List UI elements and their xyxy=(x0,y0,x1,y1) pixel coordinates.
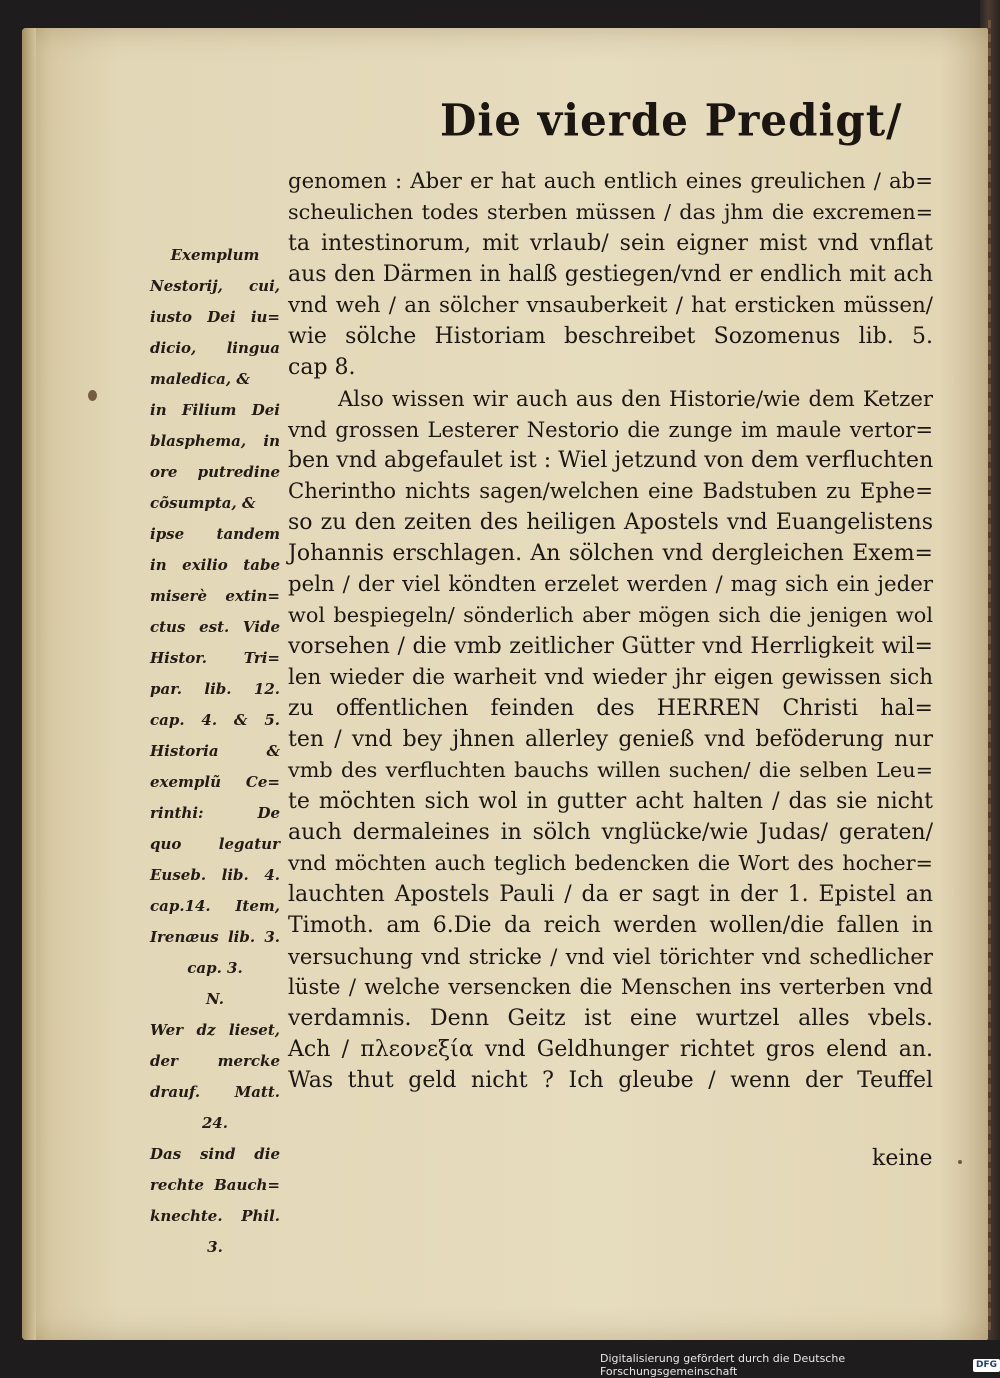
marginal-line: miserè extin= xyxy=(150,587,280,605)
text-line: Was thut geld nicht ? Ich gleube / wenn der Teuffel xyxy=(288,1068,933,1093)
marginal-line: quo legatur xyxy=(150,835,280,853)
text-line: Timoth. am 6.Die da reich werden wollen/die fallen in xyxy=(288,913,933,938)
main-text-block xyxy=(288,166,933,1096)
marginal-line: 3. xyxy=(207,1238,223,1256)
text-line: Also wissen wir auch aus den Historie/wie dem Ketzer xyxy=(338,386,933,411)
marginal-line: Irenæus lib. 3. xyxy=(150,928,280,946)
text-line: lauchten Apostels Pauli / da er sagt in der 1. Epistel an xyxy=(288,882,933,907)
running-header: Die vierde Predigt/ xyxy=(440,94,903,147)
text-line: auch dermaleines in sölch vnglücke/wie Judas/ geraten/ xyxy=(288,820,933,845)
marginal-line: cõsumpta, & xyxy=(150,494,256,512)
text-line: versuchung vnd stricke / vnd viel törichter vnd schedlicher xyxy=(288,944,933,969)
marginal-line: ore putredine xyxy=(150,463,280,481)
text-line: scheulichen todes sterben müssen / das jhm die excremen= xyxy=(288,200,933,224)
marginal-line: in Filium Dei xyxy=(150,401,280,419)
text-line: zu offentlichen feinden des HERREN Christi hal= xyxy=(288,696,933,721)
marginal-line: cap.14. Item, xyxy=(150,897,280,915)
marginal-line: in exilio tabe xyxy=(150,556,280,574)
marginal-line: Wer dz lieset, xyxy=(150,1021,280,1039)
text-line: genomen : Aber er hat auch entlich eines greulichen / ab= xyxy=(288,169,933,194)
marginal-line: ctus est. Vide xyxy=(150,618,280,636)
marginal-line: dicio, lingua xyxy=(150,339,280,357)
text-line: Cherintho nichts sagen/welchen eine Badstuben zu Ephe= xyxy=(288,479,933,504)
marginal-line: exemplũ Ce= xyxy=(150,773,280,791)
marginal-line: Histor. Tri= xyxy=(150,649,280,667)
text-line: ben vnd abgefaulet ist : Wiel jetzund von dem verfluchten xyxy=(288,448,934,473)
text-line: ta intestinorum, mit vrlaub/ sein eigner mist vnd vnflat xyxy=(288,231,933,256)
text-line: aus den Därmen in halß gestiegen/vnd er endlich mit ach xyxy=(288,262,933,287)
text-line: cap 8. xyxy=(288,355,356,380)
text-line: len wieder die warheit vnd wieder jhr eigen gewissen sich xyxy=(288,665,933,690)
marginal-line: cap. 4. & 5. xyxy=(150,711,280,729)
ink-blot xyxy=(88,390,97,401)
text-line: wie sölche Historiam beschreibet Sozomenus lib. 5. xyxy=(288,324,933,349)
marginal-line: knechte. Phil. xyxy=(150,1207,280,1225)
marginal-line: Das sind die xyxy=(150,1145,280,1163)
marginal-line: ipse tandem xyxy=(150,525,280,543)
text-line: so zu den zeiten des heiligen Apostels vnd Euangelistens xyxy=(288,510,933,535)
dfg-logo-icon: DFG xyxy=(973,1359,1000,1372)
text-line: wol bespiegeln/ sönderlich aber mögen sich die jenigen wol xyxy=(288,603,933,627)
text-line: Johannis erschlagen. An sölchen vnd dergleichen Exem= xyxy=(288,541,933,566)
text-line: vmb des verfluchten bauchs willen suchen/ die selben Leu= xyxy=(288,758,933,782)
text-line: te möchten sich wol in gutter acht halten / das sie nicht xyxy=(288,789,933,814)
text-line: vnd grossen Lesterer Nestorio die zunge im maule vertor= xyxy=(288,417,933,442)
marginal-line: iusto Dei iu= xyxy=(150,308,280,326)
marginal-line: Exemplum xyxy=(170,246,260,264)
marginal-line: Historia & xyxy=(150,742,280,760)
text-line: peln / der viel köndten erzelet werden / mag sich ein jeder xyxy=(288,572,933,597)
marginal-line: rechte Bauch= xyxy=(150,1176,280,1194)
marginal-line: Nestorij, cui, xyxy=(150,277,280,295)
text-line: vnd weh / an sölcher vnsauberkeit / hat ersticken müssen/ xyxy=(288,293,933,318)
marginal-notes xyxy=(150,240,280,1263)
page-gutter xyxy=(22,28,36,1340)
marginal-line: drauf. Matt. xyxy=(150,1083,280,1101)
text-line: ten / vnd bey jhnen allerley genieß vnd beföderung nur xyxy=(288,727,933,752)
text-line: lüste / welche versencken die Menschen ins verterben vnd xyxy=(288,975,933,1000)
marginal-line: par. lib. 12. xyxy=(150,680,280,698)
text-line: vorsehen / die vmb zeitlicher Gütter vnd Herrligkeit wil= xyxy=(288,634,933,659)
marginal-line: 24. xyxy=(201,1114,229,1132)
catchword: keine xyxy=(872,1146,933,1171)
marginal-line: cap. 3. xyxy=(187,959,243,977)
page-mark xyxy=(958,1160,962,1164)
marginal-line: blasphema, in xyxy=(150,432,280,450)
marginal-line: N. xyxy=(206,990,224,1008)
text-line: Ach / πλεονεξία vnd Geldhunger richtet gros elend an. xyxy=(288,1037,933,1062)
footer-text: Digitalisierung gefördert durch die Deutsche Forschungsgemeinschaft xyxy=(600,1352,846,1378)
text-line: vnd möchten auch teglich bedencken die Wort des hocher= xyxy=(288,851,933,875)
marginal-line: Euseb. lib. 4. xyxy=(150,866,280,884)
marginal-line: der mercke xyxy=(150,1052,280,1070)
footer-credit xyxy=(600,1352,1000,1378)
marginal-line: maledica, & xyxy=(150,370,250,388)
marginal-line: rinthi: De xyxy=(150,804,280,822)
text-line: verdamnis. Denn Geitz ist eine wurtzel alles vbels. xyxy=(288,1006,933,1031)
